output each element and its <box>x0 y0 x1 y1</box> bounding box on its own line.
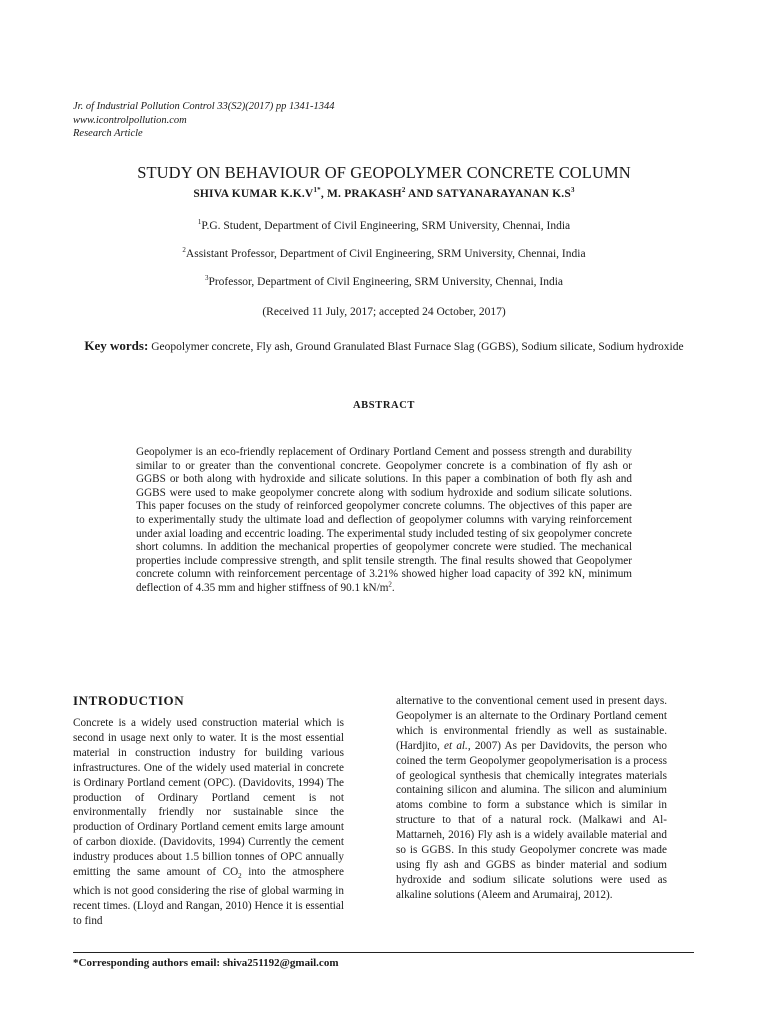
corresponding-author-footnote: *Corresponding authors email: shiva251192@gmail.com <box>73 957 339 969</box>
affiliation-2: $^2$Assistant Professor, Department of Civil Engineering, SRM University, Chennai, India <box>182 246 586 260</box>
introduction-left-column: Concrete is a widely used construction material which is second in usage next only to water. It is the most essential material in construction industry for building various infrastructures. One of the widely used material in concrete is Ordinary Portland cement (OPC). (Davidovits, 1994) The production of Ordinary Portland cement is not environmentally friendly nor sustainable since the production of Ordinary Portland cement emits large amount of carbon dioxide. (Davidovits, 1994) Currently the cement industry produces about 1.5 billion tonnes of OPC annually emitting the same amount of $CO_2$ into the atmosphere which is not good considering the rise of global warming in recent times. (Lloyd and Rangan, 2010) Hence it is essential to find <box>73 717 344 928</box>
footnote-divider <box>73 952 694 953</box>
keywords-text: Geopolymer concrete, Fly ash, Ground Granulated Blast Furnace Slag (GGBS), Sodium silicate, Sodium hydroxide <box>148 341 684 353</box>
journal-citation: Jr. of Industrial Pollution Control 33(S2)(2017) pp 1341-1344 <box>73 101 335 112</box>
received-dates: (Received 11 July, 2017; accepted 24 October, 2017) <box>262 306 506 318</box>
article-type: Research Article <box>73 128 143 139</box>
paper-title: STUDY ON BEHAVIOUR OF GEOPOLYMER CONCRETE COLUMN <box>137 163 631 182</box>
author-1: SHIVA KUMAR K.K.V <box>193 188 314 200</box>
abstract-heading: ABSTRACT <box>353 400 415 411</box>
author-list <box>0 188 768 200</box>
affiliation-3: $^3$Professor, Department of Civil Engineering, SRM University, Chennai, India <box>204 274 564 288</box>
author-2: , M. PRAKASH <box>320 188 402 200</box>
author-3-affil-mark: 3 <box>570 186 575 195</box>
introduction-heading: INTRODUCTION <box>73 693 185 708</box>
journal-header <box>73 100 335 141</box>
affiliation-1: $^1$P.G. Student, Department of Civil Engineering, SRM University, Chennai, India <box>197 218 571 232</box>
introduction-right-column: alternative to the conventional cement used in present days. Geopolymer is an alternate to the Ordinary Portland cement which is environmental friendly as well as sustainable. (Hardjito, et al., 2007) As per Davidovits, the person who coined the term Geopolymer geopolymerisation is a process of geological synthesis that chemically integrates materials containing silicon and alumina. The silicon and aluminium atoms combine to form a substance which is similar in structure to that of a natural rock. (Malkawi and Al-Mattarneh, 2016) Fly ash is a widely available material and so is GGBS. In this study Geopolymer concrete was made using fly ash and GGBS as binder material and sodium hydroxide and sodium silicate solutions were used as alkaline solutions (Aleem and Arumairaj, 2012). <box>396 695 667 901</box>
keywords <box>78 337 690 356</box>
journal-website: www.icontrolpollution.com <box>73 114 187 126</box>
author-3: AND SATYANARAYANAN K.S <box>405 188 571 200</box>
author-2-affil-mark: 2 <box>401 186 406 195</box>
abstract-body: Geopolymer is an eco-friendly replacement of Ordinary Portland Cement and possess strength and durability similar to or greater than the conventional concrete. Geopolymer concrete is a combination of fly ash or GGBS or both along with hydroxide and silicate solutions. In this paper a combination of both fly ash and GGBS were used to make geopolymer concrete along with sodium hydroxide and sodium silicate solutions. This paper focuses on the study of reinforced geopolymer concrete columns. The objectives of this paper are to experimentally study the ultimate load and deflection of geopolymer columns with varying reinforcement under axial loading and eccentric loading. The experimental study included testing of six geopolymer concrete short columns. In addition the mechanical properties of geopolymer concrete were studied. The mechanical properties include compressive strength, and split tensile strength. The final results showed that Geopolymer concrete column with reinforcement percentage of 3.21% showed higher load capacity of 392 kN, minimum deflection of 4.35 mm and higher stiffness of 90.1 $kN/m^2$. <box>136 446 632 594</box>
author-1-affil-mark: 1* <box>313 186 321 195</box>
keywords-label: Key words: <box>84 338 149 353</box>
